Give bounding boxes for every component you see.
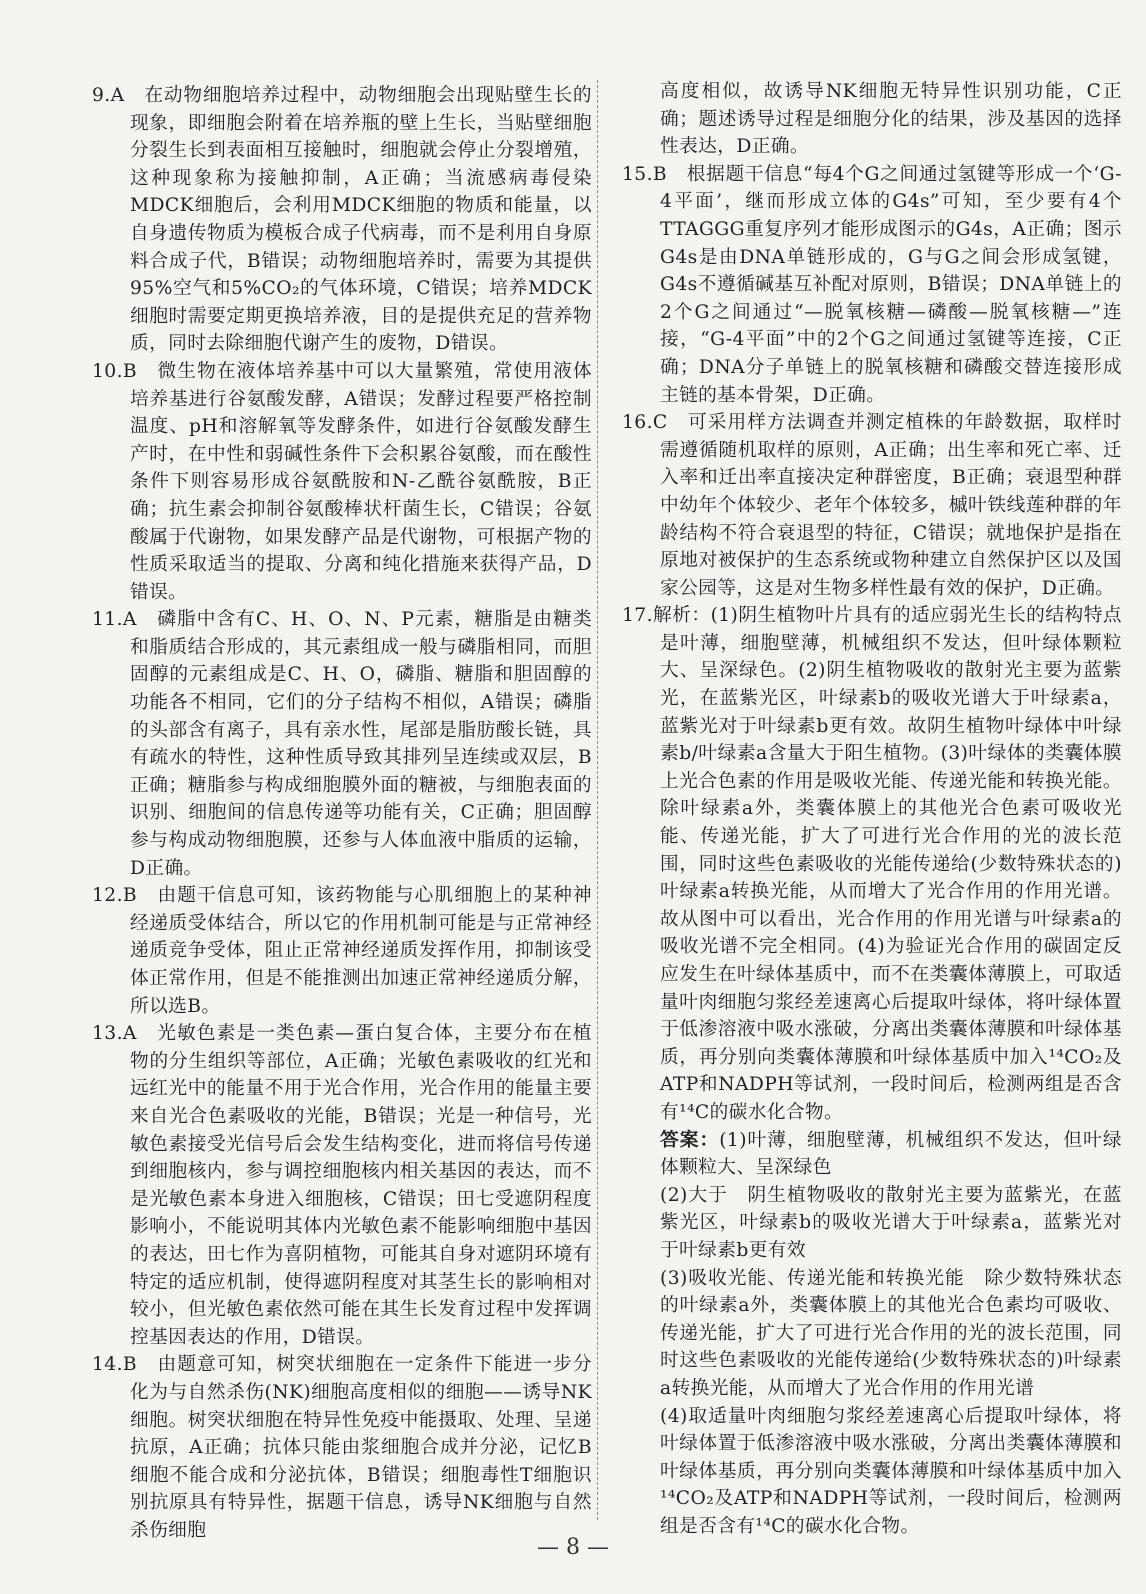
answer-part-1: (1)叶薄，细胞壁薄，机械组织不发达，但叶绿体颗粒大、呈深绿色	[660, 1129, 1122, 1179]
answer-item-14-continued: 高度相似，故诱导NK细胞无特异性识别功能，C正确；题述诱导过程是细胞分化的结果，涉及基因的选择性表达，D正确。	[660, 81, 1122, 158]
column-divider	[597, 80, 598, 1520]
answer-item-15: 15.B 根据题干信息“每4个G之间通过氢键等形成一个‘G-4平面’，继而形成立体的G4s”可知，至少要有4个TTAGGG重复序列才能形成图示的G4s，A正确；图示G4s是由DNA单链形成的，G与G之间会形成氢键，G4s不遵循碱基互补配对原则，B错误；DNA单链上的2个G之间通过“—脱氧核糖—磷酸—脱氧核糖—”连接，“G-4平面”中的2个G之间通过氢键等连接，C正确；DNA分子单链上的脱氧核糖和磷酸交替连接形成主链的基本骨架，D正确。	[622, 163, 1122, 406]
answer-item-13: 13.A 光敏色素是一类色素—蛋白复合体，主要分布在植物的分生组织等部位，A正确；光敏色素吸收的红光和远红光中的能量不用于光合作用，光合作用的能量主要来自光合色素吸收的光能，B错误；光是一种信号，光敏色素接受光信号后会发生结构变化，进而将信号传递到细胞核内，参与调控细胞核内相关基因的表达，而不是光敏色素本身进入细胞核，C错误；田七受遮阴程度影响小，不能说明其体内光敏色素不能影响细胞中基因的表达，田七作为喜阴植物，可能其自身对遮阴环境有特定的适应机制，使得遮阴程度对其茎生长的影响相对较小，但光敏色素依然可能在其生长发育过程中发挥调控基因表达的作用，D错误。	[92, 1023, 592, 1348]
answer-block	[622, 1127, 1122, 1182]
answer-item-17-analysis: 17.解析：(1)阴生植物叶片具有的适应弱光生长的结构特点是叶薄，细胞壁薄，机械组织不发达，但叶绿体颗粒大、呈深绿色。(2)阴生植物吸收的散射光主要为蓝紫光，在蓝紫光区，叶绿素b的吸收光谱大于叶绿素a，蓝紫光对于叶绿素b更有效。故阴生植物叶绿体中叶绿素b/叶绿素a含量大于阳生植物。(3)叶绿体的类囊体膜上光合色素的作用是吸收光能、传递光能和转换光能。除叶绿素a外，类囊体膜上的其他光合色素可吸收光能、传递光能，扩大了可进行光合作用的光的波长范围，同时这些色素吸收的光能传递给(少数特殊状态的)叶绿素a转换光能，从而增大了光合作用的作用光谱。故从图中可以看出，光合作用的作用光谱与叶绿素a的吸收光谱不完全相同。(4)为验证光合作用的碳固定反应发生在叶绿体基质中，而不在类囊体薄膜上，可取适量叶肉细胞匀浆经差速离心后提取叶绿体，将叶绿体置于低渗溶液中吸水涨破，分离出类囊体薄膜和叶绿体基质，再分别向类囊体薄膜和叶绿体基质中加入¹⁴CO₂及ATP和NADPH等试剂，一段时间后，检测两组是否含有¹⁴C的碳水化合物。	[622, 605, 1122, 1123]
answer-item-12: 12.B 由题干信息可知，该药物能与心肌细胞上的某种神经递质受体结合，所以它的作用机制可能是与正常神经递质竞争受体，阻止正常神经递质发挥作用，抑制该受体正常作用，但是不能推测出加速正常神经递质分解，所以选B。	[92, 885, 592, 1017]
answer-part-3: (3)吸收光能、传递光能和转换光能 除少数特殊状态的叶绿素a外，类囊体膜上的其他光合色素均可吸收、传递光能，扩大了可进行光合作用的光的波长范围，同时这些色素吸收的光能传递给(少数特殊状态的)叶绿素a转换光能，从而增大了光合作用的作用光谱	[660, 1267, 1122, 1399]
answer-item-16: 16.C 可采用样方法调查并测定植株的年龄数据，取样时需遵循随机取样的原则，A正确；出生率和死亡率、迁入率和迁出率直接决定种群密度，B正确；衰退型种群中幼年个体较少、老年个体较多，槭叶铁线莲种群的年龄结构不符合衰退型的特征，C错误；就地保护是指在原地对被保护的生态系统或物种建立自然保护区以及国家公园等，这是对生物多样性最有效的保护，D正确。	[622, 412, 1122, 599]
page-number: — 8 —	[537, 1535, 609, 1560]
left-column	[92, 82, 592, 1544]
answer-label: 答案：	[660, 1128, 720, 1151]
right-column	[622, 78, 1122, 1540]
answer-part-4: (4)取适量叶肉细胞匀浆经差速离心后提取叶绿体，将叶绿体置于低渗溶液中吸水涨破，分离出类囊体薄膜和叶绿体基质，再分别向类囊体薄膜和叶绿体基质中加入¹⁴CO₂及ATP和NADPH等试剂，一段时间后，检测两组是否含有¹⁴C的碳水化合物。	[660, 1405, 1122, 1537]
answer-item-11: 11.A 磷脂中含有C、H、O、N、P元素，糖脂是由糖类和脂质结合形成的，其元素组成一般与磷脂相同，而胆固醇的元素组成是C、H、O，磷脂、糖脂和胆固醇的功能各不相同，它们的分子结构不相似，A错误；磷脂的头部含有离子，具有亲水性，尾部是脂肪酸长链，具有疏水的特性，这种性质导致其排列呈连续或双层，B正确；糖脂参与构成细胞膜外面的糖被，与细胞表面的识别、细胞间的信息传递等功能有关，C正确；胆固醇参与构成动物细胞膜，还参与人体血液中脂质的运输，D正确。	[92, 609, 592, 879]
answer-item-14: 14.B 由题意可知，树突状细胞在一定条件下能进一步分化为与自然杀伤(NK)细胞高度相似的细胞——诱导NK细胞。树突状细胞在特异性免疫中能摄取、处理、呈递抗原，A正确；抗体只能由浆细胞合成并分泌，记忆B细胞不能合成和分泌抗体，B错误；细胞毒性T细胞识别抗原具有特异性，据题干信息，诱导NK细胞与自然杀伤细胞	[92, 1354, 592, 1541]
answer-item-9: 9.A 在动物细胞培养过程中，动物细胞会出现贴壁生长的现象，即细胞会附着在培养瓶的壁上生长，当贴壁细胞分裂生长到表面相互接触时，细胞就会停止分裂增殖，这种现象称为接触抑制，A正确；当流感病毒侵染MDCK细胞后，会利用MDCK细胞的物质和能量，以自身遗传物质为模板合成子代病毒，而不是利用自身原料合成子代，B错误；动物细胞培养时，需要为其提供95%空气和5%CO₂的气体环境，C错误；培养MDCK细胞时需要定期更换培养液，目的是提供充足的营养物质，同时去除细胞代谢产生的废物，D错误。	[92, 85, 592, 355]
answer-item-10: 10.B 微生物在液体培养基中可以大量繁殖，常使用液体培养基进行谷氨酸发酵，A错误；发酵过程要严格控制温度、pH和溶解氧等发酵条件，如进行谷氨酸发酵生产时，在中性和弱碱性条件下会积累谷氨酸，而在酸性条件下则容易形成谷氨酰胺和N-乙酰谷氨酰胺，B正确；抗生素会抑制谷氨酸棒状杆菌生长，C错误；谷氨酸属于代谢物，如果发酵产品是代谢物，可根据产物的性质采取适当的提取、分离和纯化措施来获得产品，D错误。	[92, 360, 592, 603]
answer-part-2: (2)大于 阴生植物吸收的散射光主要为蓝紫光，在蓝紫光区，叶绿素b的吸收光谱大于叶绿素a，蓝紫光对于叶绿素b更有效	[660, 1184, 1122, 1261]
